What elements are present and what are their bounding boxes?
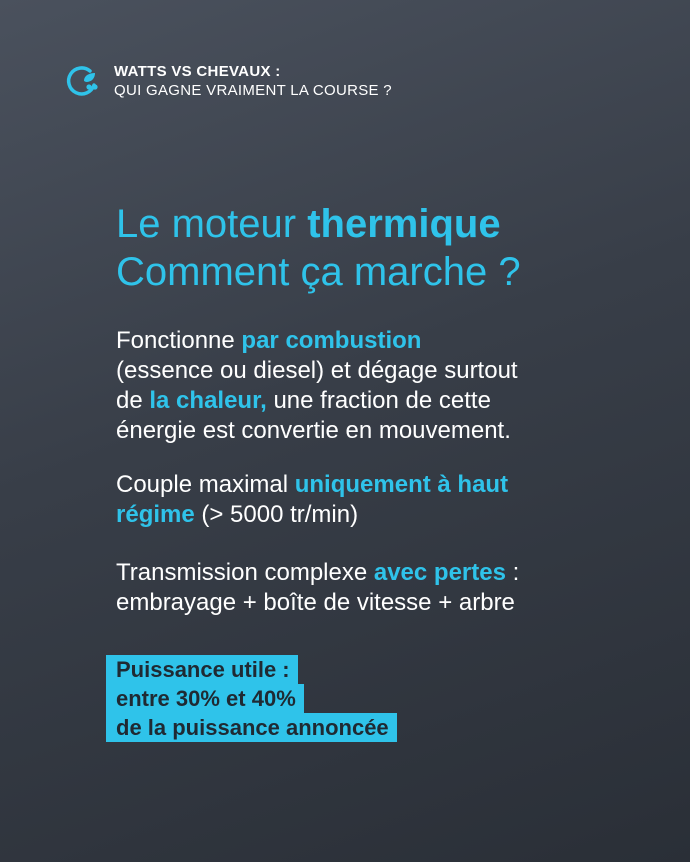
title-line-1 bbox=[116, 200, 521, 248]
p1-l3-highlight: la chaleur, bbox=[149, 387, 267, 414]
p2-line-2 bbox=[116, 500, 508, 530]
p1-l1-plain: Fonctionne bbox=[116, 327, 242, 354]
p3-line-2: embrayage + boîte de vitesse + arbre bbox=[116, 589, 515, 616]
p1-l1-highlight: par combustion bbox=[241, 327, 422, 354]
header bbox=[64, 62, 392, 100]
callout-line-1: Puissance utile : bbox=[106, 655, 298, 684]
paragraph-couple bbox=[116, 470, 508, 530]
p3-line-1 bbox=[116, 558, 519, 588]
header-subtitle: QUI GAGNE VRAIMENT LA COURSE ? bbox=[114, 82, 392, 99]
paragraph-transmission bbox=[116, 558, 519, 618]
p3-l1-highlight: avec pertes bbox=[373, 559, 506, 586]
p1-l3-plain1: de bbox=[116, 387, 150, 414]
p3-l1-end: : bbox=[505, 559, 520, 586]
p3-l1-plain: Transmission complexe bbox=[116, 559, 374, 586]
p2-l2-highlight: régime bbox=[116, 501, 195, 528]
p2-line-1 bbox=[116, 470, 508, 500]
leaf-plug-icon bbox=[64, 63, 100, 99]
main-title bbox=[116, 200, 521, 296]
p2-l1-highlight: uniquement à haut bbox=[294, 471, 509, 498]
callout-line-3: de la puissance annoncée bbox=[106, 713, 397, 742]
header-text bbox=[114, 62, 392, 100]
p1-line-3 bbox=[116, 386, 518, 416]
paragraph-combustion bbox=[116, 326, 518, 446]
p1-l3-plain2: une fraction de cette bbox=[266, 387, 491, 414]
header-title: WATTS VS CHEVAUX : bbox=[114, 63, 281, 80]
p1-line-4: énergie est convertie en mouvement. bbox=[116, 417, 511, 444]
title-line-2: Comment ça marche ? bbox=[116, 250, 521, 294]
callout-box bbox=[106, 655, 397, 742]
callout-line-2: entre 30% et 40% bbox=[106, 684, 304, 713]
p2-l2-plain: (> 5000 tr/min) bbox=[194, 501, 359, 528]
p1-line-2: (essence ou diesel) et dégage surtout bbox=[116, 357, 518, 384]
p1-line-1 bbox=[116, 326, 518, 356]
title-plain: Le moteur bbox=[116, 202, 308, 246]
p2-l1-plain: Couple maximal bbox=[116, 471, 295, 498]
title-bold: thermique bbox=[307, 202, 501, 246]
